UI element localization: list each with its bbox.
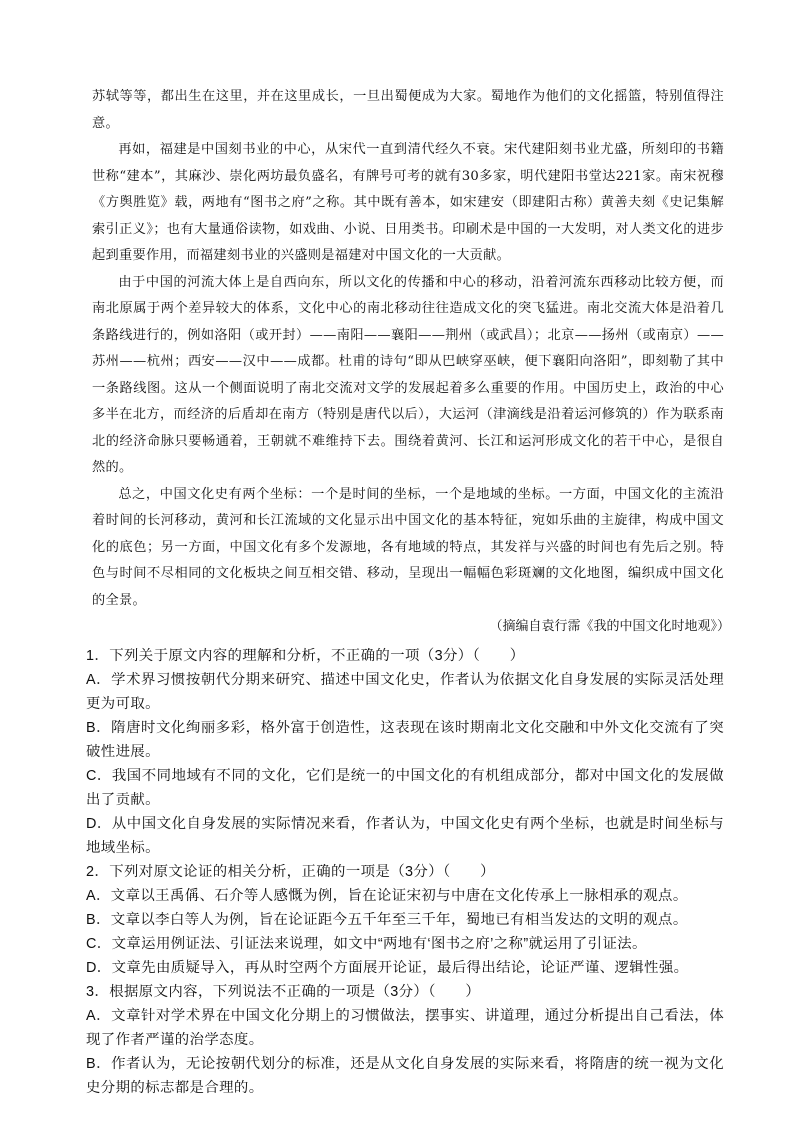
question-stem: 3．根据原文内容，下列说法不正确的一项是（3分）（ ）: [86, 984, 481, 1000]
answer-option-d: D．从中国文化自身发展的实际情况来看，作者认为，中国文化史有两个坐标，也就是时间坐标与地域坐标。: [86, 816, 724, 856]
passage-paragraph: 再如，福建是中国刻书业的中心，从宋代一直到清代经久不衰。宋代建阳刻书业尤盛，所刻印的书籍世称“建本”，其麻沙、崇化两坊最负盛名，有牌号可考的就有30多家，明代建阳书堂达221家。南宋祝穆《方舆胜览》载，两地有“图书之府”之称。其中既有善本，如宋建安（即建阳古称）黄善夫刻《史记集解索引正义》；也有大量通俗读物，如戏曲、小说、日用类书。印刷术是中国的一大发明，对人类文化的进步起到重要作用，而福建刻书业的兴盛则是福建对中国文化的一大贡献。: [92, 142, 724, 263]
answer-option-b: B．作者认为，无论按朝代划分的标准，还是从文化自身发展的实际来看，将隋唐的统一视为文化史分期的标志都是合理的。: [86, 1056, 724, 1096]
answer-option-a: A．文章以王禹偁、石介等人感慨为例，旨在论证宋初与中唐在文化传承上一脉相承的观点。: [86, 888, 688, 904]
question-2: [86, 860, 724, 980]
answer-option-c: C．文章运用例证法、引证法来说理，如文中“两地有‘图书之府’之称”就运用了引证法。: [86, 936, 647, 952]
answer-option-b: B．隋唐时文化绚丽多彩，格外富于创造性，这表现在该时期南北文化交融和中外文化交流有了突破性进展。: [86, 720, 724, 760]
passage-paragraph: 苏轼等等，都出生在这里，并在这里成长，一旦出蜀便成为大家。蜀地作为他们的文化摇篮，特别值得注意。: [92, 89, 724, 131]
answer-option-c: C．我国不同地域有不同的文化，它们是统一的中国文化的有机组成部分，都对中国文化的发展做出了贡献。: [86, 768, 724, 808]
question-stem: 2．下列对原文论证的相关分析，正确的一项是（3分）（ ）: [86, 864, 495, 880]
passage-paragraph: 总之，中国文化史有两个坐标：一个是时间的坐标，一个是地域的坐标。一方面，中国文化的主流沿着时间的长河移动，黄河和长江流域的文化显示出中国文化的基本特征，宛如乐曲的主旋律，构成中国文化的底色；另一方面，中国文化有多个发源地，各有地域的特点，其发祥与兴盛的时间也有先后之别。特色与时间不尽相同的文化板块之间互相交错、移动，呈现出一幅幅色彩斑斓的文化地图，编织成中国文化的全景。: [92, 486, 724, 608]
answer-option-a: A．文章针对学术界在中国文化分期上的习惯做法，摆事实、讲道理，通过分析提出自己看法，体现了作者严谨的治学态度。: [86, 1008, 724, 1048]
passage-paragraph: 由于中国的河流大体上是自西向东，所以文化的传播和中心的移动，沿着河流东西移动比较方便，而南北原属于两个差异较大的体系，文化中心的南北移动往往造成文化的突飞猛进。南北交流大体是沿着几条路线进行的，例如洛阳（或开封）——南阳——襄阳——荆州（或武昌）；北京——扬州（或南京）——苏州——杭州；西安——汉中——成都。杜甫的诗句“即从巴峡穿巫峡，便下襄阳向洛阳”，即刻勒了其中一条路线图。这从一个侧面说明了南北交流对文学的发展起着多么重要的作用。中国历史上，政治的中心多半在北方，而经济的后盾却在南方（特别是唐代以后），大运河（津滴线是沿着运河修筑的）作为联系南北的经济命脉只要畅通着，王朝就不难维持下去。围绕着黄河、长江和运河形成文化的若干中心，是很自然的。: [92, 274, 724, 475]
question-list: [86, 644, 724, 1100]
question-3: [86, 980, 724, 1100]
question-stem: 1．下列关于原文内容的理解和分析，不正确的一项（3分）（ ）: [86, 648, 525, 664]
answer-option-b: B．文章以李白等人为例，旨在论证距今五千年至三千年，蜀地已有相当发达的文明的观点。: [86, 912, 688, 928]
question-1: [86, 644, 724, 860]
answer-option-a: A．学术界习惯按朝代分期来研究、描述中国文化史，作者认为依据文化自身发展的实际灵活处理更为可取。: [86, 672, 724, 712]
passage-source: （摘编自袁行霈《我的中国文化时地观》）: [489, 619, 730, 634]
answer-option-d: D．文章先由质疑导入，再从时空两个方面展开论证，最后得出结论，论证严谨、逻辑性强。: [86, 960, 689, 976]
reading-passage: [92, 84, 724, 614]
